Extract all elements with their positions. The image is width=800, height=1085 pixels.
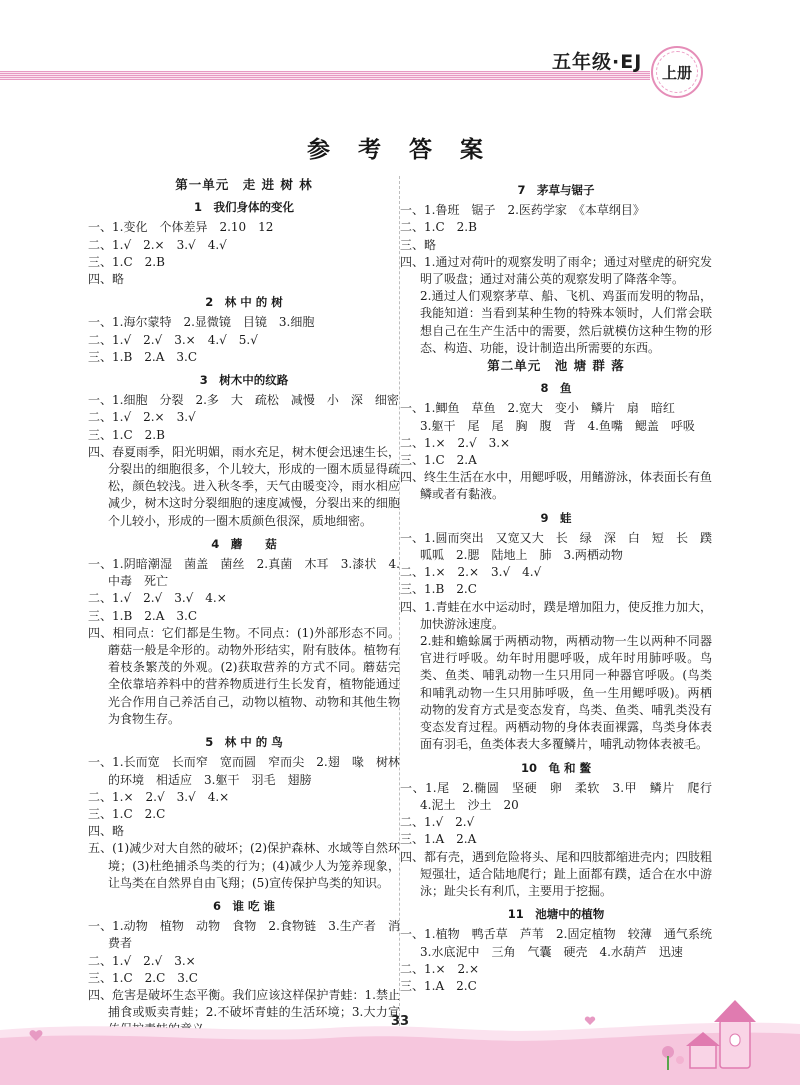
unit-heading: 第一单元 走 进 树 林 bbox=[175, 177, 313, 192]
answer-line: 一、1.阴暗潮湿 菌盖 菌丝 2.真菌 木耳 3.漆状 4.中毒 死亡 bbox=[88, 557, 400, 589]
lesson-heading: 7 茅草与锯子 bbox=[517, 183, 595, 197]
answer-line: 二、1.√ 2.√ 3.× 4.√ 5.√ bbox=[88, 332, 258, 347]
answer-line: 三、1.B 2.A 3.C bbox=[88, 349, 198, 364]
unit-heading: 第二单元 池 塘 群 落 bbox=[487, 358, 625, 374]
answer-line: 三、1.C 2.C 3.C bbox=[88, 970, 198, 985]
answer-line: 四、1.青蛙在水中运动时，蹼是增加阻力，使反推力加大，加快游泳速度。 bbox=[400, 599, 712, 631]
lesson-heading: 5 林 中 的 鸟 bbox=[205, 735, 283, 750]
answer-line: 二、1.√ 2.√ 3.√ 4.× bbox=[88, 591, 227, 606]
answer-line: 四、相同点：它们都是生物。不同点：(1)外部形态不同。蘑菇一般是伞形的。动物外形结实，附有肢体。植物有着枝条繁茂的外观。(2)获取营养的方式不同。蘑菇完全依靠培养料中的营养物质进行生长发育，植物能通过光合作用自己养活自己，动物以植物、动物和其他生物为食物生存。 bbox=[88, 625, 400, 726]
answer-line: 四、终生生活在水中，用鳃呼吸，用鳍游泳，体表面长有鱼鳞或者有黏液。 bbox=[400, 470, 713, 502]
answer-line: 四、春夏雨季，阳光明媚，雨水充足，树木便会迅速生长，分裂出的细胞很多，个儿较大，形成的一圈木质显得疏松，颜色较浅。进入秋冬季，天气由暖变冷，雨水相应减少，树木这时分裂细胞的速度减慢，分裂出来的细胞个儿较小，形成的一圈木质颜色很深，质地细密。 bbox=[88, 444, 401, 528]
answer-line: 二、1.√ 2.√ 3.× bbox=[88, 953, 196, 968]
answer-line: 四、略 bbox=[88, 272, 125, 287]
answer-line: 一、1.尾 2.椭圆 坚硬 卵 柔软 3.甲 鳞片 爬行 4.泥土 沙土 20 bbox=[400, 780, 725, 812]
answer-line: 三、1.B 2.A 3.C bbox=[88, 608, 198, 623]
answer-line: 二、1.√ 2.√ bbox=[400, 815, 475, 830]
answer-line: 二、1.× 2.√ 3.× bbox=[400, 435, 511, 450]
lesson-heading: 4 蘑 菇 bbox=[211, 536, 277, 551]
header-grade: 五年级·EJ bbox=[552, 51, 643, 73]
answer-line: 五、(1)减少对大自然的破坏；(2)保护森林、水域等自然环境；(3)杜绝捕杀鸟类的行为；(4)减少人为笼养现象，让鸟类在自然界自由飞翔；(5)宣传保护鸟类的知识。 bbox=[88, 841, 400, 890]
answer-line: 二、1.C 2.B bbox=[400, 220, 477, 235]
answer-line: 一、1.变化 个体差异 2.10 12 bbox=[88, 220, 274, 235]
answer-line: 2.通过人们观察茅草、船、飞机、鸡蛋而发明的物品，我能知道：当看到某种生物的特殊本领时，人们常会联想自己在生产生活中的需要，然后就模仿这种生物的形态、构造、功能，设计制造出所需要的东西。 bbox=[420, 289, 712, 355]
header-badge-label: 上册 bbox=[661, 63, 692, 82]
lesson-heading: 11 池塘中的植物 bbox=[507, 907, 605, 922]
answer-line: 四、危害是破坏生态平衡。我们应该这样保护青蛙：1.禁止捕食或贩卖青蛙；2.不破坏青蛙的生活环境；3.大力宣 bbox=[88, 987, 400, 1020]
lesson-heading: 3 树木中的纹路 bbox=[199, 373, 289, 388]
answer-line: 四、都有壳，遇到危险将头、尾和四肢都缩进壳内；四肢粗短强壮，适合陆地爬行；趾上面都有蹼，适合在水中游泳；趾尖长有利爪，主要用于挖掘。 bbox=[400, 849, 713, 898]
answer-line: 三、1.C 2.A bbox=[400, 453, 477, 468]
page-title: 参 考 答 案 bbox=[306, 137, 494, 163]
answer-line: 一、1.海尔蒙特 2.显微镜 目镜 3.细胞 bbox=[88, 315, 315, 330]
answer-line: 一、1.长而宽 长而窄 宽而圆 窄而尖 2.翅 喙 树林的环境 相适应 3.躯干 羽毛 翅膀 bbox=[88, 755, 400, 787]
answer-line: 三、略 bbox=[400, 237, 437, 252]
answer-line: 三、1.C 2.B bbox=[88, 427, 165, 442]
answer-line: 三、1.A 2.C bbox=[400, 978, 477, 993]
answer-line: 四、略 bbox=[88, 824, 125, 839]
answer-line: 四、1.通过对荷叶的观察发明了雨伞；通过对壁虎的研究发明了吸盘；通过对蒲公英的观察发明了降落伞等。 bbox=[400, 254, 712, 287]
answer-line: 一、1.细胞 分裂 2.多 大 疏松 减慢 小 深 细密 bbox=[88, 393, 399, 408]
answer-line: 三、1.B 2.C bbox=[400, 582, 477, 597]
lesson-heading: 9 蛙 bbox=[540, 510, 572, 525]
answer-line: 3.躯干 尾 尾 胸 腹 背 4.鱼嘴 鳃盖 呼吸 bbox=[420, 418, 695, 433]
lesson-heading: 10 龟 和 鳖 bbox=[520, 760, 591, 775]
answer-line: 一、1.圆而突出 又宽又大 长 绿 深 白 短 长 蹼 呱呱 2.腮 陆地上 肺 3.两栖动物 bbox=[400, 530, 725, 563]
answer-line: 一、1.植物 鸭舌草 芦苇 2.固定植物 较薄 通气系统 3.水底泥中 三角 气囊 硬壳 4.水葫芦 迅速 bbox=[400, 927, 725, 959]
answer-line: 一、1.鲁班 锯子 2.医药学家 《本草纲目》 bbox=[400, 203, 645, 218]
answer-line: 二、1.√ 2.× 3.√ bbox=[88, 410, 196, 425]
answer-line: 三、1.C 2.B bbox=[88, 254, 165, 269]
answer-line: 二、1.× 2.√ 3.√ 4.× bbox=[88, 789, 230, 804]
answer-line: 一、1.动物 植物 动物 食物 2.食物链 3.生产者 消费者 bbox=[88, 919, 400, 951]
header-badge bbox=[651, 46, 703, 98]
left-column bbox=[88, 176, 400, 1039]
lesson-heading: 6 谁 吃 谁 bbox=[212, 898, 275, 913]
answer-line: 二、1.× 2.× bbox=[400, 961, 480, 976]
answer-line: 三、1.A 2.A bbox=[400, 832, 477, 847]
page-number: 33 bbox=[390, 1014, 410, 1029]
answer-line: 2.蛙和蟾蜍属于两栖动物，两栖动物一生以两种不同器官进行呼吸。幼年时用腮呼吸，成年时用肺呼吸。鸟类、鱼类、哺乳动物一生只用同一种器官呼吸。(鸟类和哺乳动物一生只用肺呼吸，鱼一生用鳃呼吸)。两栖动物的发育方式是变态发育，鸟类、鱼类、哺乳类没有变态发育过程。两栖动物的身体表面裸露，鸟类身体表面有羽毛，鱼类体表大多覆鳞片，哺乳动物体表被毛。 bbox=[420, 634, 712, 752]
right-column bbox=[400, 176, 725, 995]
answer-line: 二、1.× 2.× 3.√ 4.√ bbox=[400, 565, 542, 580]
answer-line: 二、1.√ 2.× 3.√ 4.√ bbox=[88, 237, 227, 252]
answer-line: 一、1.鲫鱼 草鱼 2.宽大 变小 鳞片 扇 暗红 bbox=[400, 401, 675, 416]
answer-line: 三、1.C 2.C bbox=[88, 806, 166, 821]
lesson-heading: 8 鱼 bbox=[540, 381, 572, 396]
lesson-heading: 1 我们身体的变化 bbox=[193, 200, 294, 215]
lesson-heading: 2 林 中 的 树 bbox=[205, 295, 283, 310]
